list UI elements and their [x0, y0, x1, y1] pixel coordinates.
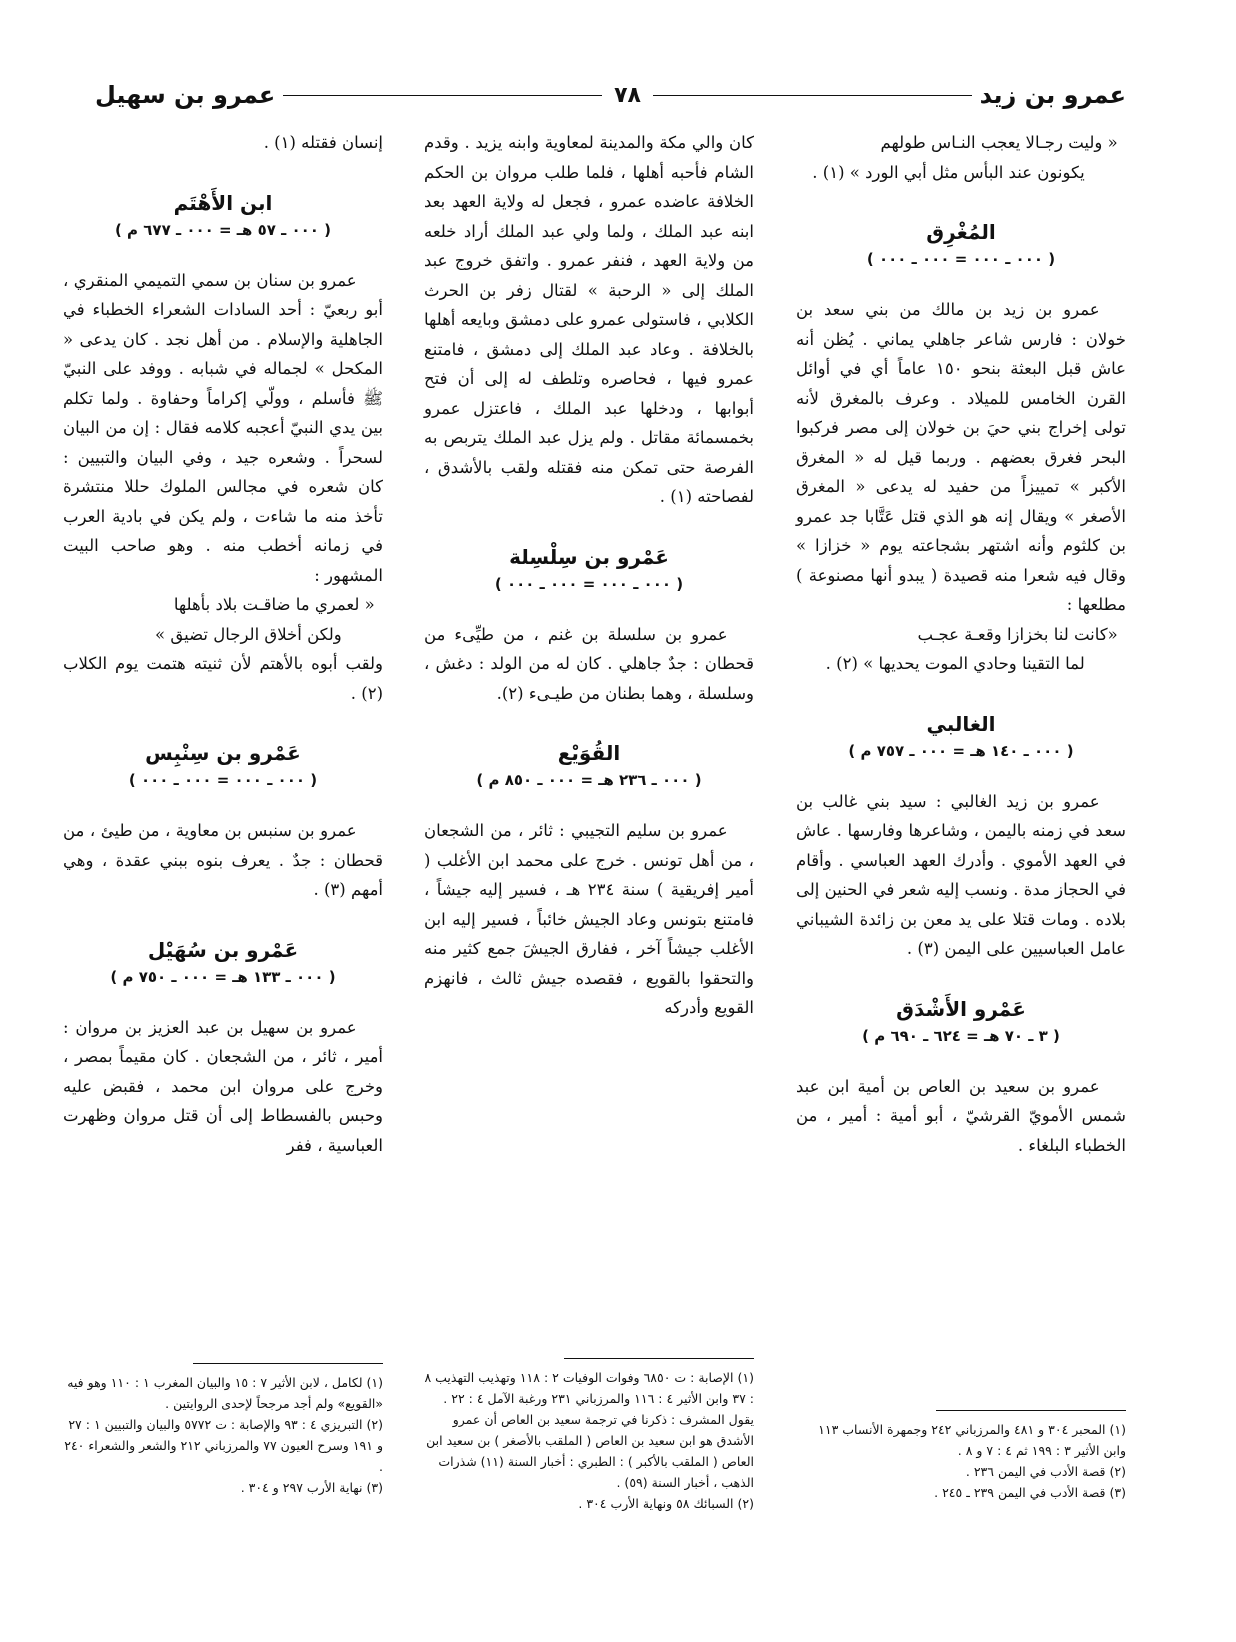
- entry-dates: ( ٠٠٠ ـ ٠٠٠ = ٠٠٠ ـ ٠٠٠ ): [128, 771, 318, 789]
- column-left: [63, 128, 383, 1160]
- verse-line: يكونون عند البأس مثل أبي الورد » (١) .: [812, 162, 1085, 182]
- footnote: (٢) التبريزي ٤ : ٩٣ والإصابة : ت ٥٧٧٢ والبيان والتبيين ١ : ٢٧ و ١٩١ وسرح العيون ٧٧ والمرزباني ٢١٢ والشعر والشعراء ٢٤٠ .: [64, 1417, 383, 1474]
- entry-title: عَمْرو بن سِلْسِلة: [509, 544, 669, 569]
- verse-line: « وليت رجـالا يعجب النـاس طولهم: [880, 133, 1118, 152]
- running-header: [95, 78, 1126, 112]
- verse-line: «كانت لنا بخزازا وقعـة عجـب: [917, 624, 1118, 644]
- column-right: [796, 128, 1126, 1160]
- footnote: (٣) قصة الأدب في اليمن ٢٣٩ ـ ٢٤٥ .: [934, 1485, 1126, 1500]
- entry-dates: ( ٠٠٠ ـ ٠٠٠ = ٠٠٠ ـ ٠٠٠ ): [866, 250, 1056, 268]
- entry-text: عمرو بن زيد بن مالك من بني سعد بن خولان : فارس شاعر جاهلي يماني . يُظن أنه عاش قبل البعثة بنحو ١٥٠ عاماً أي في أوائل القرن الخامس للميلاد . وعرف بالمغرق لأنه تولى إخراج بني حيَ بن خولان إلى مصر فركبوا البحر فغرق بعضهم . وربما قيل له « المغرق الأكبر » تمييزاً من حفيد له يدعى « المغرق الأصغر » ويقال إنه هو الذي قتل عَتَّابا جد عمرو بن كلثوم وأنه اشتهر بشجاعته يوم « خزازا » وقال فيه شعرا منه قصيدة ( يبدو أنها مصنوعة ) مطلعها :: [796, 300, 1126, 614]
- entry-dates: ( ٣ ـ ٧٠ هـ = ٦٢٤ ـ ٦٩٠ م ): [862, 1026, 1060, 1045]
- footnote-rule: [193, 1363, 383, 1364]
- entry-text: عمرو بن زيد الغالبي : سيد بني غالب بن سعد في زمنه باليمن ، وشاعرها وفارسها . عاش في العهد الأموي . وأدرك العهد العباسي . وأقام في الحجاز مدة . ونسب إليه شعر في الحنين إلى بلاده . ومات قتلا على يد معن بن زائدة الشيباني عامل العباسيين على اليمن (٣) .: [796, 791, 1126, 958]
- entry-title: ابن الأَهْتَم: [173, 190, 273, 215]
- footnotes-middle: [424, 1358, 754, 1514]
- footnote: (١) الإصابة : ت ٦٨٥٠ وفوات الوفيات ٢ : ١١٨ وتهذيب التهذيب ٨ : ٣٧ وابن الأثير ٤ : ١١٦ والمرزباني ٢٣١ ورغبة الآمل ٤ : ٢٢ . يقول المشرف : ذكرنا في ترجمة سعيد بن العاص أن عمرو الأشدق هو ابن سعيد بن العاص ( الملقب بالأصغر ) بن سعيد ابن العاص ( الملقب بالأكبر ) : الطبري : أخبار السنة (١١) شذرات الذهب ، أخبار السنة (٥٩) .: [424, 1370, 754, 1490]
- entry-text: عمرو بن سنان بن سمي التميمي المنقري ، أبو ربعيّ : أحد السادات الشعراء الخطباء في الجاهلية والإسلام . من أهل نجد . كان يدعى « المكحل » لجماله في شبابه . ووفد على النبيّ ﷺ فأسلم ، وولّي إكراماً وحفاوة . ولما تكلم بين يدي النبيّ أعجبه كلامه فقال : إن من البيان لسحراً . وشعره جيد ، وفي البيان والتبيين : كان شعره في مجالس الملوك حللا منتشرة تأخذ منه ما شاءت ، ولم يكن في بادية العرب في زمانه أخطب منه . وهو صاحب البيت المشهور :: [63, 270, 383, 585]
- entry-text: عمرو بن سلسلة بن غنم ، من طيِّىء من قحطان : جدٌ جاهلي . كان له من الولد : دغش ، وسلسلة ، وهما بطنان من طيـىء (٢).: [424, 624, 754, 703]
- header-left-title: عمرو بن سهيل: [95, 81, 276, 109]
- entry-text: عمرو بن سهيل بن عبد العزيز بن مروان : أمير ، ثائر ، من الشجعان . كان مقيماً بمصر ، وخرج على مروان ابن محمد ، فقبض عليه وحبس بالفسطاط إلى أن قتل مروان وظهرت العباسية ، ففر: [63, 1017, 383, 1155]
- entry-dates: ( ٠٠٠ ـ ١٣٣ هـ = ٠٠٠ ـ ٧٥٠ م ): [110, 967, 336, 986]
- entry-dates: ( ٠٠٠ ـ ٠٠٠ = ٠٠٠ ـ ٠٠٠ ): [494, 574, 684, 593]
- footnote: (٢) قصة الأدب في اليمن ٢٣٦ .: [965, 1464, 1126, 1479]
- entry-dates: ( ٠٠٠ ـ ١٤٠ هـ = ٠٠٠ ـ ٧٥٧ م ): [848, 741, 1074, 760]
- entry-title: القُوَيْع: [557, 741, 621, 765]
- entry-text: عمرو بن سنبس بن معاوية ، من طيئ ، من قحطان : جدٌ . يعرف بنوه ببني عقدة ، وهي أمهم (٣) .: [63, 821, 383, 899]
- header-right-title: عمرو بن زيد: [979, 81, 1126, 109]
- entry-title: الغالبي: [926, 711, 996, 736]
- column-middle: [424, 128, 754, 1023]
- footnotes-right: [796, 1410, 1126, 1503]
- entry-title: عَمْرو بن سِنْبِس: [145, 741, 301, 765]
- entry-title: المُغْرِق: [926, 220, 996, 244]
- footnote: (٢) السبائك ٥٨ ونهاية الأرب ٣٠٤ .: [578, 1496, 754, 1511]
- entry-text: كان والي مكة والمدينة لمعاوية وابنه يزيد . وقدم الشام فأحبه أهلها ، فلما طلب مروان بن الحكم الخلافة عاضده عمرو ، فجعل له ولاية العهد بعد ابنه عبد الملك ، ولما ولي عبد الملك أراد خلعه من ولاية العهد ، فنفر عمرو . واتفق خروج عبد الملك إلى « الرحبة » لقتال زفر بن الحرث الكلابي ، فاستولى عمرو على دمشق وبايعه أهلها بالخلافة . وعاد عبد الملك إلى دمشق ، فامتنع عمرو فيها ، فحاصره وتلطف له إلى أن فتح أبوابها ، ودخلها عبد الملك ، فاعتزل عمرو بخمسمائة مقاتل . ولم يزل عبد الملك يتربص به الفرصة حتى تمكن منه فقتله ولقب بالأشدق ، لفصاحته (١) .: [424, 133, 754, 506]
- entry-text: ولقب أبوه بالأهتم لأن ثنيته هتمت يوم الكلاب (٢) .: [63, 654, 383, 703]
- footnote: (١) المحبر ٣٠٤ و ٤٨١ والمرزباني ٢٤٢ وجمهرة الأنساب ١١٣ وابن الأثير ٣ : ١٩٩ ثم ٤ : ٧ و ٨ .: [818, 1422, 1126, 1458]
- entry-text: عمرو بن سليم التجيبي : ثائر ، من الشجعان ، من أهل تونس . خرج على محمد ابن الأغلب ( أمير إفريقية ) سنة ٢٣٤ هـ ، فسير إليه جيشاً ، فامتنع بتونس وعاد الجيش خائباً ، فسير إليه ابن الأغلب جيشاً آخر ، ففارق الجيشَ جمع كثير منه والتحقوا بالقويع ، فقصده جيش ثالث ، فانهزم القويع وأدركه: [424, 821, 754, 1017]
- entry-dates: ( ٠٠٠ ـ ٥٧ هـ = ٠٠٠ ـ ٦٧٧ م ): [114, 220, 331, 239]
- header-rule-left: [283, 95, 602, 96]
- verse-line: « لعمري ما ضاقـت بلاد بأهلها: [173, 595, 375, 614]
- entry-text: إنسان فقتله (١) .: [263, 133, 383, 152]
- header-rule-right: [653, 95, 972, 96]
- verse-line: ولكن أخلاق الرجال تضيق »: [155, 624, 342, 644]
- footnote: (٣) نهاية الأرب ٢٩٧ و ٣٠٤ .: [240, 1480, 383, 1495]
- verse-line: لما التقينا وحادي الموت يحديها » (٢) .: [825, 654, 1085, 673]
- footnote: (١) لكامل ، لابن الأثير ٧ : ١٥ والبيان المغرب ١ : ١١٠ وهو فيه «القويع» ولم أجد مرجحاً لإحدى الروايتين .: [67, 1375, 383, 1411]
- entry-dates: ( ٠٠٠ ـ ٢٣٦ هـ = ٠٠٠ ـ ٨٥٠ م ): [476, 771, 702, 789]
- entry-title: عَمْرو بن سُهَيْل: [147, 937, 299, 962]
- footnote-rule: [564, 1358, 754, 1359]
- entry-title: عَمْرو الأَشْدَق: [896, 996, 1026, 1021]
- footnotes-left: [63, 1363, 383, 1498]
- footnote-rule: [936, 1410, 1126, 1411]
- page-number: ٧٨: [614, 82, 641, 108]
- entry-text: عمرو بن سعيد بن العاص بن أمية ابن عبد شمس الأمويّ القرشيّ ، أبو أمية : أمير ، من الخطباء البلغاء .: [796, 1076, 1126, 1155]
